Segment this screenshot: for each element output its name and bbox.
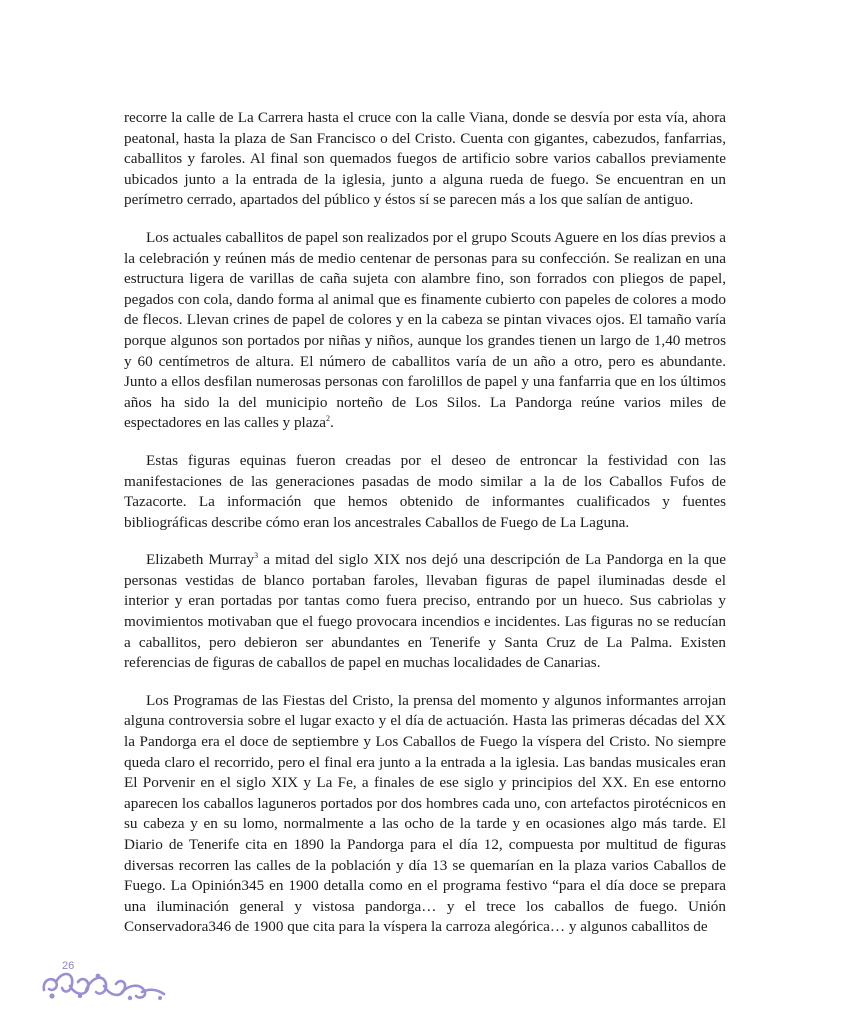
decorative-flourish-icon bbox=[40, 966, 170, 1006]
paragraph-2-end: . bbox=[329, 414, 334, 432]
paragraph-4 bbox=[124, 550, 726, 674]
footnote-marker-2[interactable]: 2 bbox=[325, 414, 330, 424]
paragraph-2 bbox=[124, 228, 726, 434]
paragraph-4-text: a mitad del siglo XIX nos dejó una descripción de La Pandorga en la que personas vestidas de blanco portaban faroles, llevaban figuras de papel iluminadas desde el interior y eran portadas por tantas como fuera preciso, entrando por un hueco. Sus cabriolas y movimientos motivaban que el fuego provocara incendios e incidentes. Las figuras no se reducían a caballitos, pero debieron ser abundantes en Tenerife y Santa Cruz de La Palma. Existen referencias de figuras de caballos de papel en muchas localidades de Canarias. bbox=[124, 551, 726, 672]
page-number: 26 bbox=[62, 960, 75, 972]
paragraph-1: recorre la calle de La Carrera hasta el cruce con la calle Viana, donde se desvía por esta vía, ahora peatonal, hasta la plaza de San Francisco o del Cristo. Cuenta con gigantes, cabezudos, fanfarrias, caballitos y faroles. Al final son quemados fuegos de artificio sobre varios caballos previamente ubicados junto a la entrada de la iglesia, junto a alguna rueda de fuego. Se encuentran en un perímetro cerrado, apartados del público y éstos sí se parecen más a los que salían de antiguo. bbox=[124, 109, 726, 209]
document-body bbox=[124, 108, 726, 955]
footnote-marker-3[interactable]: 3 bbox=[254, 551, 259, 561]
paragraph-5: Los Programas de las Fiestas del Cristo, la prensa del momento y algunos informantes arrojan alguna controversia sobre el lugar exacto y el día de actuación. Hasta las primeras décadas del XX la Pandorga era el doce de septiembre y Los Caballos de Fuego la víspera del Cristo. No siempre queda claro el recorrido, pero el final era junto a la entrada a la iglesia. Las bandas musicales eran El Porvenir en el siglo XIX y La Fe, a finales de ese siglo y principios del XX. En ese entorno aparecen los caballos laguneros portados por dos hombres cada uno, con artefactos pirotécnicos en su cabeza y en su lomo, normalmente a las ocho de la tarde y en ocasiones algo más tarde. El Diario de Tenerife cita en 1890 la Pandorga para el día 12, compuesta por multitud de figuras diversas recorren las calles de la población y día 13 se quemarían en la plaza varios Caballos de Fuego. La Opinión345 en 1900 detalla como en el programa festivo “para el día doce se prepara una iluminación general y vistosa pandorga… y el trece los caballos de fuego. Unión Conservadora346 de 1900 que cita para la víspera la carroza alegórica… y algunos caballitos de bbox=[124, 691, 726, 936]
paragraph-3: Estas figuras equinas fueron creadas por el deseo de entroncar la festividad con las manifestaciones de las generaciones pasadas de modo similar a la de los Caballos Fufos de Tazacorte. La información que hemos obtenido de informantes cualificados y fuentes bibliográficas describe cómo eran los ancestrales Caballos de Fuego de La Laguna. bbox=[124, 451, 726, 531]
paragraph-2-text: Los actuales caballitos de papel son realizados por el grupo Scouts Aguere en los días previos a la celebración y reúnen más de medio centenar de personas para su confección. Se realizan en una estructura ligera de varillas de caña sujeta con alambre fino, son forrados con pliegos de papel, pegados con cola, dando forma al animal que es finamente cubierto con papeles de colores a modo de flecos. Llevan crines de papel de colores y en la cabeza se pintan vivaces ojos. El tamaño varía porque algunos son portados por niñas y niños, aunque los grandes tienen un largo de 1,40 metros y 60 centímetros de altura. El número de caballitos varía de un año a otro, pero es abundante. Junto a ellos desfilan numerosas personas con farolillos de papel y una fanfarria que en los últimos años ha sido la del municipio norteño de Los Silos. La Pandorga reúne varios miles de espectadores en las calles y plaza bbox=[124, 228, 726, 432]
page-footer bbox=[40, 960, 180, 1008]
paragraph-4-start: Elizabeth Murray bbox=[146, 551, 255, 569]
